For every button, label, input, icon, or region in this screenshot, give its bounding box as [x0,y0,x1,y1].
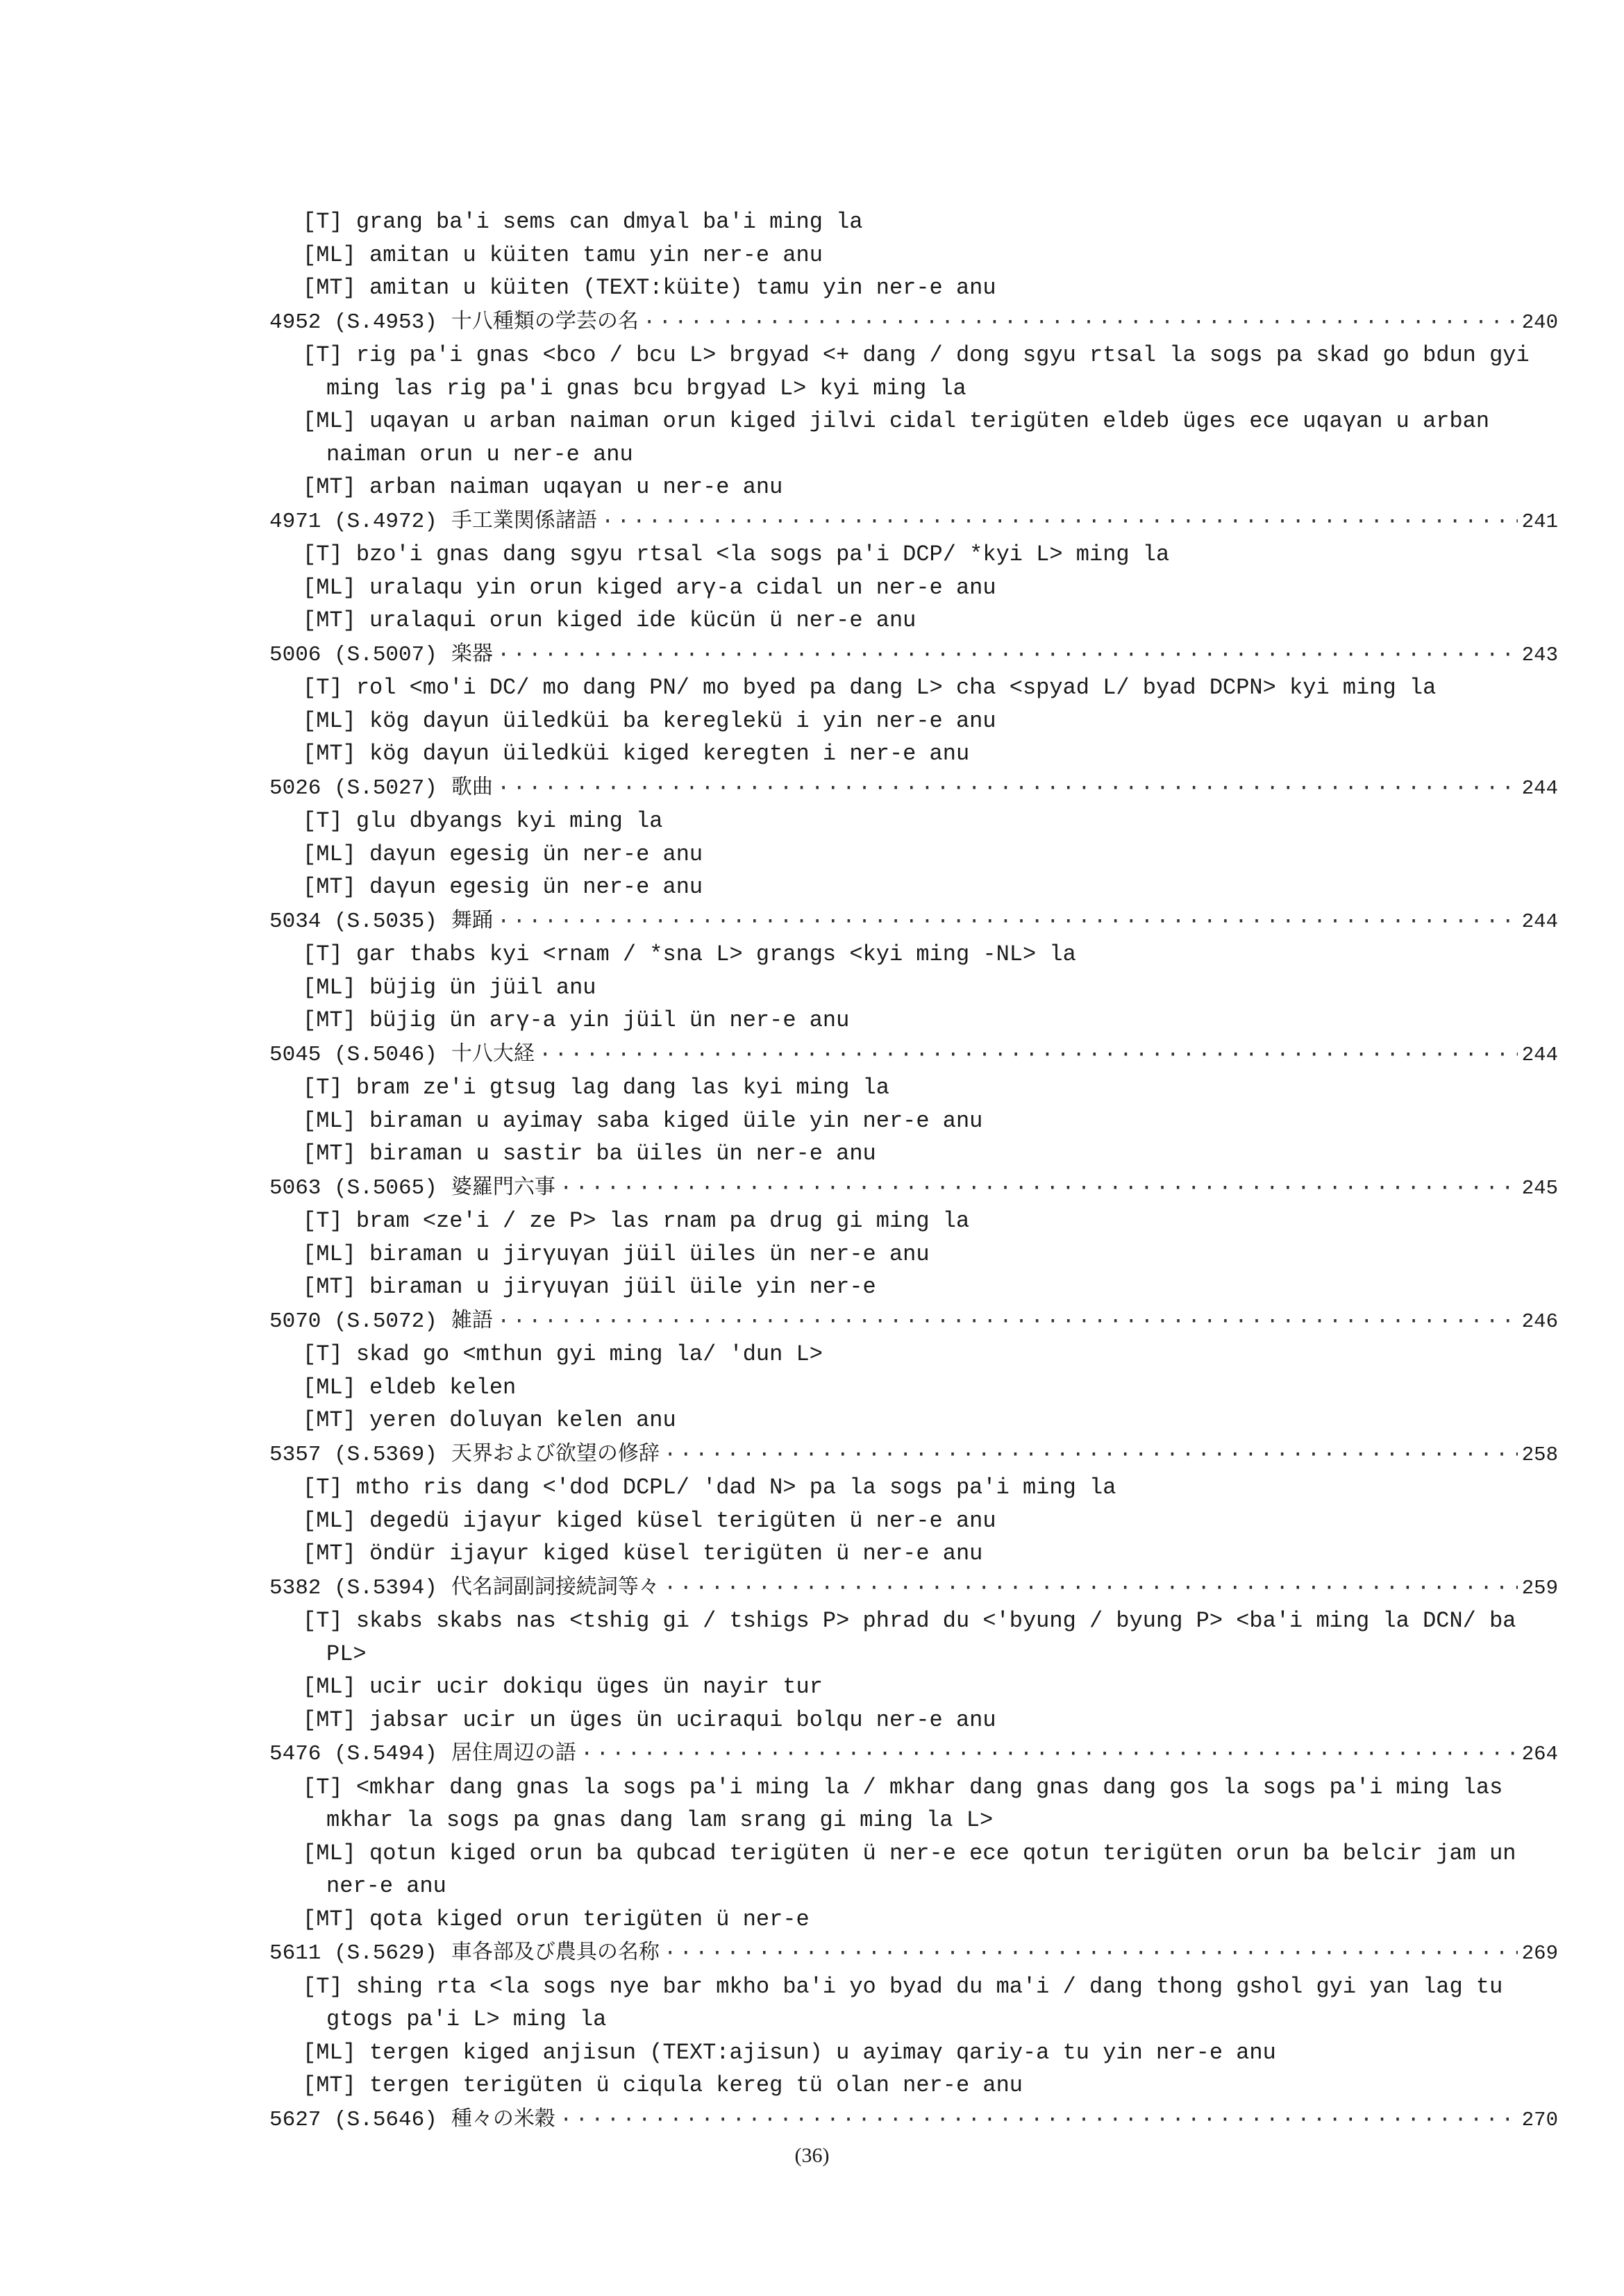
dot-leader [497,905,1518,939]
dot-leader [560,1172,1518,1205]
entry-number: 5476 (S.5494) [269,1742,437,1766]
dot-leader [643,306,1518,340]
entry-page-number: 246 [1521,1309,1558,1333]
entry-line: [ML] uqaγan u arban naiman orun kiged jilvi cidal terigüten eldeb üges ece uqaγan u arban naiman orun u ner-e anu [303,408,1490,467]
entry-line: [ML] daγun egesig ün ner-e anu [303,841,703,867]
entry-line: [MT] biraman u jirγuγan jüil üile yin ner-e [303,1274,876,1300]
entry [269,504,1558,637]
entry-line: [T] gar thabs kyi <rnam / *sna L> grangs <kyi ming -NL> la [303,941,1076,967]
entry-line: [MT] kög daγun üiledküi kiged keregten i ner-e anu [303,741,970,766]
document-body [269,206,1558,2136]
entry-title: 居住周辺の語 [451,1741,576,1765]
entry-line: [ML] ucir ucir dokiqu üges ün nayir tur [303,1674,823,1700]
entry-page-number: 264 [1521,1743,1558,1766]
dot-leader [601,505,1518,539]
intro-block [269,206,1558,305]
dot-leader [664,1572,1518,1605]
entry-number: 5045 (S.5046) [269,1042,437,1067]
entry-line: [MT] jabsar ucir un üges ün uciraqui bolqu ner-e anu [303,1707,996,1733]
entry-line: [ML] amitan u küiten tamu yin ner-e anu [303,242,823,268]
entry-heading [269,1171,1558,1205]
entry-number: 5382 (S.5394) [269,1575,437,1600]
entry-line: [ML] büjig ün jüil anu [303,974,596,1000]
entry-heading [269,1570,1558,1605]
entry [269,1570,1558,1737]
entry-title: 車各部及び農具の名称 [451,1940,660,1964]
entry [269,2102,1558,2137]
entry-number: 4952 (S.4953) [269,310,437,335]
entry-number: 5034 (S.5035) [269,909,437,934]
entry-title: 婆羅門六事 [451,1174,555,1199]
entry-title: 歌曲 [451,774,493,799]
entry-heading [269,771,1558,805]
entry-title: 楽器 [451,641,493,666]
entry-line: [T] grang ba'i sems can dmyal ba'i ming la [303,209,863,235]
entry-page-number: 243 [1521,643,1558,667]
entry-number: 5357 (S.5369) [269,1442,437,1467]
entry-number: 5627 (S.5646) [269,2107,437,2132]
entry-line: [MT] daγun egesig ün ner-e anu [303,874,703,900]
entry-line: [T] skabs skabs nas <tshig gi / tshigs P> phrad du <'byung / byung P> <ba'i ming la DCN/ ba PL> [303,1608,1516,1667]
entry-page-number: 244 [1521,776,1558,800]
entry-number: 5063 (S.5065) [269,1175,437,1200]
entry-line: [T] bzo'i gnas dang sgyu rtsal <la sogs pa'i DCP/ *kyi L> ming la [303,542,1170,567]
entry-title: 天界および欲望の修辞 [451,1441,660,1466]
entry [269,904,1558,1037]
entry-line: [ML] qotun kiged orun ba qubcad terigüten ü ner-e ece qotun terigüten orun ba belcir jam un ner-e anu [303,1840,1516,1899]
entry [269,637,1558,771]
entry-heading [269,2102,1558,2137]
entry-line: [ML] biraman u jirγuγan jüil üiles ün ner-e anu [303,1241,930,1267]
entry-line: [T] shing rta <la sogs nye bar mkho ba'i yo byad du ma'i / dang thong gshol gyi yan lag tu gtogs pa'i L> ming la [303,1973,1503,2032]
entry-page-number: 244 [1521,910,1558,933]
entry-page-number: 259 [1521,1576,1558,1600]
entry-page-number: 269 [1521,1942,1558,1965]
entry-line: [ML] biraman u ayimaγ saba kiged üile yin ner-e anu [303,1107,983,1134]
entry-title: 雑語 [451,1307,493,1332]
entry-line: [MT] amitan u küiten (TEXT:küite) tamu yin ner-e anu [303,275,996,301]
entry-line: [T] bram <ze'i / ze P> las rnam pa drug gi ming la [303,1208,970,1234]
entry-page-number: 245 [1521,1176,1558,1200]
entry-line: [MT] biraman u sastir ba üiles ün ner-e anu [303,1141,876,1166]
entry-line: [ML] kög daγun üiledküi ba kereglekü i yin ner-e anu [303,707,996,734]
entry-line: [ML] eldeb kelen [303,1374,517,1400]
entry [269,1304,1558,1437]
entry-list [269,305,1558,2137]
entry-heading [269,637,1558,672]
entry [269,1936,1558,2102]
entry-heading [269,904,1558,939]
page-number: (36) [794,2144,830,2167]
entry-heading [269,1936,1558,1970]
entry-heading [269,305,1558,340]
dot-leader [539,1039,1518,1072]
entry-line: [T] skad go <mthun gyi ming la/ 'dun L> [303,1341,823,1367]
entry-title: 舞踊 [451,907,493,932]
entry-line: [T] mtho ris dang <'dod DCPL/ 'dad N> pa la sogs pa'i ming la [303,1475,1116,1500]
entry-line: [MT] büjig ün arγ-a yin jüil ün ner-e anu [303,1007,850,1033]
entry-heading [269,1437,1558,1472]
entry-line: [T] <mkhar dang gnas la sogs pa'i ming la / mkhar dang gnas dang gos la sogs pa'i ming las mkhar la sogs pa gnas dang lam srang gi ming la L> [303,1774,1503,1833]
entry-number: 5070 (S.5072) [269,1309,437,1334]
entry [269,771,1558,904]
dot-leader [560,2104,1518,2137]
entry-line: [MT] öndür ijaγur kiged küsel terigüten ü ner-e anu [303,1541,983,1566]
dot-leader [580,1738,1518,1771]
entry-title: 十八大経 [451,1041,535,1066]
entry-page-number: 258 [1521,1443,1558,1466]
entry-page-number: 240 [1521,310,1558,334]
entry-heading [269,1037,1558,1072]
entry-line: [MT] tergen terigüten ü ciqula kereg tü olan ner-e anu [303,2072,1023,2098]
entry [269,1037,1558,1171]
entry-line: [T] bram ze'i gtsug lag dang las kyi ming la [303,1075,889,1100]
entry-heading [269,504,1558,539]
dot-leader [664,1439,1518,1472]
entry [269,1736,1558,1936]
entry-title: 手工業関係諸語 [451,508,597,533]
entry-page-number: 241 [1521,510,1558,533]
entry-heading [269,1736,1558,1771]
entry [269,1437,1558,1570]
entry-page-number: 244 [1521,1043,1558,1066]
entry-page-number: 270 [1521,2108,1558,2131]
dot-leader [497,1305,1518,1339]
entry-line: [ML] tergen kiged anjisun (TEXT:ajisun) u ayimaγ qariy-a tu yin ner-e anu [303,2039,1276,2065]
entry-line: [MT] qota kiged orun terigüten ü ner-e [303,1906,810,1932]
entry-title: 十八種類の学芸の名 [451,308,639,333]
entry-heading [269,1304,1558,1339]
entry-line: [MT] uralaqui orun kiged ide kücün ü ner-e anu [303,607,916,633]
entry [269,1171,1558,1304]
dot-leader [497,772,1518,805]
entry-line: [MT] arban naiman uqaγan u ner-e anu [303,474,783,500]
entry-line: [MT] yeren doluγan kelen anu [303,1407,676,1433]
entry-line: [ML] uralaqu yin orun kiged arγ-a cidal un ner-e anu [303,574,996,601]
entry-number: 4971 (S.4972) [269,509,437,534]
entry-line: [T] rol <mo'i DC/ mo dang PN/ mo byed pa dang L> cha <spyad L/ byad DCPN> kyi ming la [303,675,1437,701]
entry-number: 5026 (S.5027) [269,776,437,801]
entry-title: 代名詞副詞接続詞等々 [451,1574,660,1599]
dot-leader [497,639,1518,672]
entry-number: 5006 (S.5007) [269,642,437,667]
entry-line: [T] glu dbyangs kyi ming la [303,808,663,834]
entry-number: 5611 (S.5629) [269,1941,437,1966]
entry-title: 種々の米穀 [451,2106,555,2131]
entry-line: [T] rig pa'i gnas <bco / bcu L> brgyad <+ dang / dong sgyu rtsal la sogs pa skad go bdun gyi ming las rig pa'i gnas bcu brgyad L> kyi ming la [303,342,1530,401]
entry [269,305,1558,504]
entry-line: [ML] degedü ijaγur kiged küsel terigüten ü ner-e anu [303,1507,996,1534]
dot-leader [664,1937,1518,1970]
